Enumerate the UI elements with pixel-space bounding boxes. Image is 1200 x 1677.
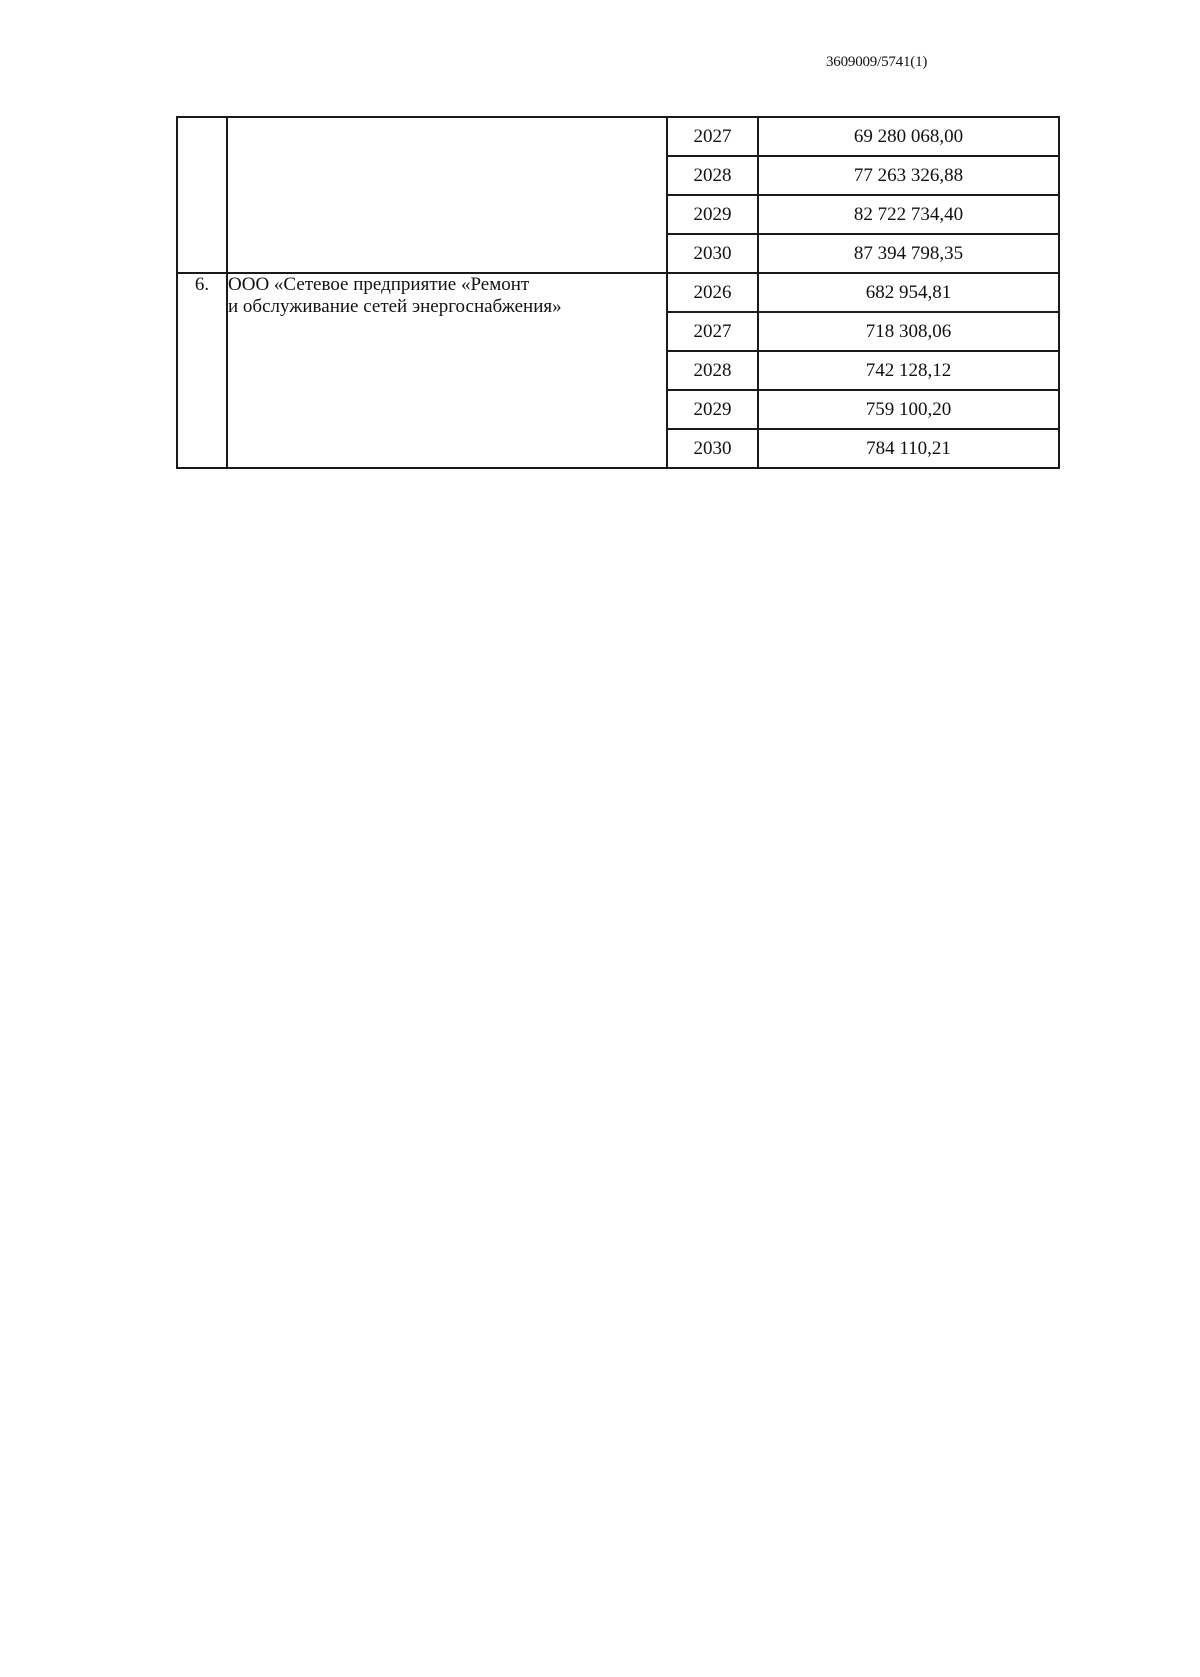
amount-cell: 759 100,20 xyxy=(758,390,1059,429)
organization-cell xyxy=(227,273,667,468)
year-cell: 2030 xyxy=(667,429,758,468)
financing-table xyxy=(176,116,1060,469)
organization-cell xyxy=(227,117,667,273)
document-number: 3609009/5741(1) xyxy=(826,54,928,70)
amount-cell: 784 110,21 xyxy=(758,429,1059,468)
row-number-cell xyxy=(177,117,227,273)
year-cell: 2029 xyxy=(667,195,758,234)
table-row xyxy=(177,273,1059,312)
amount-cell: 82 722 734,40 xyxy=(758,195,1059,234)
year-cell: 2026 xyxy=(667,273,758,312)
year-cell: 2028 xyxy=(667,351,758,390)
amount-cell: 682 954,81 xyxy=(758,273,1059,312)
organization-name-line: ООО «Сетевое предприятие «Ремонт xyxy=(228,274,530,295)
table-row xyxy=(177,117,1059,156)
amount-cell: 87 394 798,35 xyxy=(758,234,1059,273)
organization-name-line: и обслуживание сетей энергоснабжения» xyxy=(228,296,562,317)
amount-cell: 718 308,06 xyxy=(758,312,1059,351)
year-cell: 2027 xyxy=(667,312,758,351)
year-cell: 2028 xyxy=(667,156,758,195)
amount-cell: 69 280 068,00 xyxy=(758,117,1059,156)
row-number-cell: 6. xyxy=(177,273,227,468)
year-cell: 2030 xyxy=(667,234,758,273)
year-cell: 2027 xyxy=(667,117,758,156)
amount-cell: 742 128,12 xyxy=(758,351,1059,390)
year-cell: 2029 xyxy=(667,390,758,429)
amount-cell: 77 263 326,88 xyxy=(758,156,1059,195)
